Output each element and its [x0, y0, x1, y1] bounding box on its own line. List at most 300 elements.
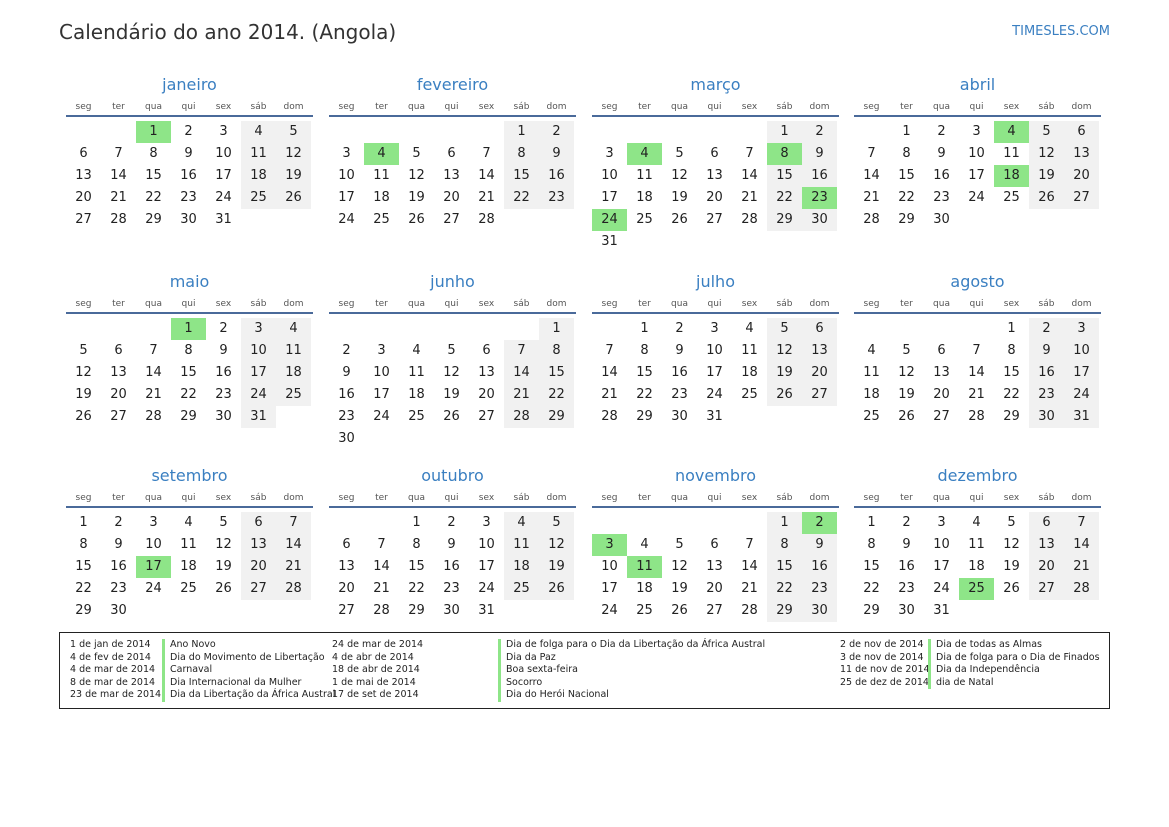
empty-cell — [697, 121, 732, 143]
empty-cell — [399, 318, 434, 340]
day-cell: 29 — [767, 600, 802, 622]
day-cell: 5 — [539, 512, 574, 534]
day-cell: 13 — [1064, 143, 1099, 165]
day-cell: 30 — [443, 603, 460, 618]
day-cell: 14 — [1064, 534, 1099, 556]
day-cell: 15 — [504, 165, 539, 187]
day-cell: 19 — [1003, 559, 1020, 574]
legend-holiday-name: Dia da Paz — [498, 652, 556, 665]
day-cell: 2 — [802, 121, 837, 143]
day-cell: 20 — [478, 387, 495, 402]
day-cell: 21 — [110, 190, 127, 205]
day-cell: 24 — [968, 190, 985, 205]
weekday-label: sex — [215, 299, 232, 309]
day-cell: 21 — [478, 190, 495, 205]
days-grid — [329, 318, 576, 450]
month-abril — [854, 73, 1101, 231]
day-cell: 2 — [675, 321, 684, 336]
weekday-header — [592, 97, 839, 117]
empty-cell — [662, 231, 697, 253]
day-cell: 12 — [767, 340, 802, 362]
page-title: Calendário do ano 2014. (Angola) — [59, 20, 397, 44]
day-cell: 1 — [767, 512, 802, 534]
legend-holiday-name: Dia do Herói Nacional — [498, 689, 609, 702]
legend-row — [70, 677, 335, 690]
day-cell: 8 — [902, 146, 911, 161]
weekday-label: qui — [969, 493, 984, 503]
day-cell: 30 — [338, 431, 355, 446]
legend-row — [70, 652, 335, 665]
holiday-day: 4 — [364, 143, 399, 165]
empty-cell — [504, 600, 539, 622]
weekday-label: qua — [408, 102, 425, 112]
day-cell: 16 — [180, 168, 197, 183]
day-cell: 8 — [1007, 343, 1016, 358]
month-julho — [592, 270, 839, 428]
day-cell: 23 — [338, 409, 355, 424]
day-cell: 4 — [640, 537, 649, 552]
month-março — [592, 73, 839, 253]
day-cell: 11 — [241, 143, 276, 165]
day-cell: 8 — [184, 343, 193, 358]
empty-cell — [924, 318, 959, 340]
day-cell: 22 — [504, 187, 539, 209]
legend-date: 4 de fev de 2014 — [70, 651, 151, 663]
day-cell: 26 — [276, 187, 311, 209]
holiday-day: 2 — [802, 512, 837, 534]
day-cell: 13 — [706, 168, 723, 183]
empty-cell — [434, 121, 469, 143]
weekday-label: dom — [546, 299, 567, 309]
empty-cell — [206, 600, 241, 622]
day-cell: 10 — [1064, 340, 1099, 362]
empty-cell — [434, 428, 469, 450]
day-cell: 12 — [671, 559, 688, 574]
day-cell: 2 — [447, 515, 456, 530]
day-cell: 28 — [741, 603, 758, 618]
day-cell: 29 — [75, 603, 92, 618]
day-cell: 9 — [1029, 340, 1064, 362]
day-cell: 20 — [1064, 165, 1099, 187]
days-grid — [66, 121, 313, 231]
weekday-label: sáb — [776, 493, 793, 503]
day-cell: 29 — [408, 603, 425, 618]
day-cell: 17 — [241, 362, 276, 384]
day-cell: 10 — [478, 537, 495, 552]
day-cell: 25 — [1003, 190, 1020, 205]
day-cell: 4 — [276, 318, 311, 340]
legend-date: 23 de mar de 2014 — [70, 689, 162, 700]
month-fevereiro — [329, 73, 576, 231]
day-cell: 5 — [1007, 515, 1016, 530]
empty-cell — [504, 318, 539, 340]
day-cell: 11 — [180, 537, 197, 552]
empty-cell — [959, 209, 994, 231]
day-cell: 10 — [338, 168, 355, 183]
day-cell: 10 — [601, 559, 618, 574]
day-cell: 9 — [937, 146, 946, 161]
weekday-header — [329, 294, 576, 314]
day-cell: 31 — [706, 409, 723, 424]
weekday-label: dom — [546, 102, 567, 112]
legend-column — [70, 639, 335, 702]
day-cell: 21 — [863, 190, 880, 205]
weekday-label: sex — [478, 493, 495, 503]
day-cell: 6 — [482, 343, 491, 358]
day-cell: 20 — [933, 387, 950, 402]
day-cell: 26 — [1003, 581, 1020, 596]
day-cell: 19 — [539, 556, 574, 578]
day-cell: 29 — [636, 409, 653, 424]
weekday-label: qui — [969, 102, 984, 112]
day-cell: 20 — [110, 387, 127, 402]
day-cell: 27 — [443, 212, 460, 227]
empty-cell — [101, 121, 136, 143]
month-title: novembro — [675, 466, 756, 485]
day-cell: 20 — [443, 190, 460, 205]
day-cell: 10 — [241, 340, 276, 362]
empty-cell — [662, 512, 697, 534]
weekday-label: sex — [215, 102, 232, 112]
day-cell: 2 — [1029, 318, 1064, 340]
empty-cell — [732, 231, 767, 253]
holiday-day: 4 — [627, 143, 662, 165]
empty-cell — [469, 428, 504, 450]
day-cell: 27 — [933, 409, 950, 424]
empty-cell — [592, 512, 627, 534]
day-cell: 17 — [1064, 362, 1099, 384]
month-title: setembro — [151, 466, 228, 485]
empty-cell — [241, 209, 276, 231]
day-cell: 27 — [110, 409, 127, 424]
empty-cell — [592, 121, 627, 143]
legend-row — [840, 664, 1100, 677]
day-cell: 16 — [671, 365, 688, 380]
day-cell: 27 — [478, 409, 495, 424]
day-cell: 4 — [745, 321, 754, 336]
day-cell: 7 — [114, 146, 123, 161]
month-title: março — [690, 75, 741, 94]
legend-holiday-name: Boa sexta-feira — [498, 664, 578, 677]
month-title: abril — [959, 75, 996, 94]
day-cell: 27 — [706, 212, 723, 227]
day-cell: 29 — [863, 603, 880, 618]
day-cell: 31 — [478, 603, 495, 618]
legend-holiday-name: Dia de folga para o Dia de Finados — [928, 652, 1100, 665]
day-cell: 25 — [276, 384, 311, 406]
day-cell: 31 — [933, 603, 950, 618]
day-cell: 1 — [767, 121, 802, 143]
weekday-label: sex — [1003, 493, 1020, 503]
day-cell: 7 — [482, 146, 491, 161]
day-cell: 4 — [867, 343, 876, 358]
empty-cell — [136, 318, 171, 340]
weekday-label: ter — [638, 493, 651, 503]
day-cell: 4 — [184, 515, 193, 530]
day-cell: 5 — [79, 343, 88, 358]
day-cell: 6 — [79, 146, 88, 161]
day-cell: 24 — [933, 581, 950, 596]
weekday-label: sáb — [1038, 299, 1055, 309]
holiday-day: 24 — [592, 209, 627, 231]
empty-cell — [697, 512, 732, 534]
day-cell: 24 — [478, 581, 495, 596]
weekday-header — [592, 488, 839, 508]
day-cell: 28 — [110, 212, 127, 227]
day-cell: 30 — [180, 212, 197, 227]
weekday-label: qua — [145, 299, 162, 309]
day-cell: 9 — [902, 537, 911, 552]
day-cell: 17 — [601, 190, 618, 205]
weekday-header — [66, 97, 313, 117]
empty-cell — [276, 209, 311, 231]
day-cell: 15 — [767, 165, 802, 187]
day-cell: 9 — [447, 537, 456, 552]
legend-row — [332, 664, 765, 677]
day-cell: 24 — [241, 384, 276, 406]
weekday-label: dom — [546, 493, 567, 503]
day-cell: 25 — [373, 212, 390, 227]
days-grid — [329, 512, 576, 622]
day-cell: 30 — [215, 409, 232, 424]
day-cell: 7 — [745, 146, 754, 161]
weekday-label: dom — [283, 299, 304, 309]
month-dezembro — [854, 464, 1101, 622]
day-cell: 2 — [342, 343, 351, 358]
day-cell: 1 — [504, 121, 539, 143]
day-cell: 19 — [898, 387, 915, 402]
day-cell: 13 — [802, 340, 837, 362]
weekday-label: qui — [707, 102, 722, 112]
day-cell: 5 — [276, 121, 311, 143]
weekday-label: qua — [408, 493, 425, 503]
day-cell: 15 — [1003, 365, 1020, 380]
empty-cell — [592, 318, 627, 340]
day-cell: 11 — [373, 168, 390, 183]
day-cell: 10 — [933, 537, 950, 552]
legend-date: 3 de nov de 2014 — [840, 651, 924, 663]
day-cell: 20 — [706, 190, 723, 205]
month-title: janeiro — [162, 75, 217, 94]
day-cell: 2 — [114, 515, 123, 530]
day-cell: 29 — [898, 212, 915, 227]
day-cell: 26 — [898, 409, 915, 424]
day-cell: 6 — [1029, 512, 1064, 534]
days-grid — [854, 121, 1101, 231]
day-cell: 29 — [145, 212, 162, 227]
legend-date: 24 de mar de 2014 — [332, 639, 424, 650]
day-cell: 6 — [447, 146, 456, 161]
day-cell: 24 — [338, 212, 355, 227]
day-cell: 18 — [241, 165, 276, 187]
legend-row — [332, 677, 765, 690]
day-cell: 8 — [412, 537, 421, 552]
day-cell: 9 — [184, 146, 193, 161]
weekday-label: qua — [933, 102, 950, 112]
days-grid — [329, 121, 576, 231]
day-cell: 22 — [539, 384, 574, 406]
day-cell: 31 — [1064, 406, 1099, 428]
day-cell: 14 — [478, 168, 495, 183]
empty-cell — [959, 318, 994, 340]
day-cell: 10 — [373, 365, 390, 380]
day-cell: 22 — [767, 578, 802, 600]
day-cell: 11 — [408, 365, 425, 380]
day-cell: 22 — [145, 190, 162, 205]
months-grid — [66, 73, 1102, 623]
day-cell: 5 — [675, 537, 684, 552]
day-cell: 23 — [1029, 384, 1064, 406]
weekday-label: seg — [863, 299, 880, 309]
day-cell: 30 — [933, 212, 950, 227]
weekday-label: sex — [741, 299, 758, 309]
weekday-label: sáb — [513, 299, 530, 309]
day-cell: 14 — [504, 362, 539, 384]
weekday-label: seg — [338, 493, 355, 503]
empty-cell — [732, 406, 767, 428]
weekday-label: seg — [75, 493, 92, 503]
weekday-label: qua — [933, 493, 950, 503]
day-cell: 23 — [110, 581, 127, 596]
legend-date: 18 de abr de 2014 — [332, 664, 420, 675]
day-cell: 15 — [863, 559, 880, 574]
weekday-label: sáb — [513, 493, 530, 503]
weekday-label: seg — [338, 299, 355, 309]
day-cell: 17 — [373, 387, 390, 402]
day-cell: 12 — [276, 143, 311, 165]
day-cell: 4 — [504, 512, 539, 534]
day-cell: 6 — [342, 537, 351, 552]
day-cell: 15 — [767, 556, 802, 578]
day-cell: 13 — [706, 559, 723, 574]
legend-holiday-name: Dia de folga para o Dia da Libertação da África Austral — [498, 639, 765, 652]
empty-cell — [504, 428, 539, 450]
day-cell: 8 — [767, 534, 802, 556]
day-cell: 16 — [110, 559, 127, 574]
month-title: dezembro — [937, 466, 1018, 485]
day-cell: 11 — [1003, 146, 1020, 161]
day-cell: 21 — [601, 387, 618, 402]
day-cell: 20 — [802, 362, 837, 384]
weekday-label: sáb — [250, 299, 267, 309]
day-cell: 26 — [539, 578, 574, 600]
day-cell: 2 — [937, 124, 946, 139]
day-cell: 21 — [504, 384, 539, 406]
empty-cell — [889, 318, 924, 340]
weekday-label: seg — [863, 493, 880, 503]
empty-cell — [329, 512, 364, 534]
day-cell: 22 — [898, 190, 915, 205]
day-cell: 11 — [968, 537, 985, 552]
empty-cell — [136, 600, 171, 622]
day-cell: 6 — [241, 512, 276, 534]
day-cell: 28 — [478, 212, 495, 227]
day-cell: 25 — [241, 187, 276, 209]
day-cell: 28 — [504, 406, 539, 428]
day-cell: 7 — [377, 537, 386, 552]
day-cell: 8 — [79, 537, 88, 552]
day-cell: 26 — [767, 384, 802, 406]
day-cell: 7 — [867, 146, 876, 161]
day-cell: 24 — [145, 581, 162, 596]
site-link[interactable]: TIMESLES.COM — [1012, 24, 1110, 39]
day-cell: 26 — [75, 409, 92, 424]
day-cell: 5 — [767, 318, 802, 340]
weekday-label: sex — [1003, 102, 1020, 112]
day-cell: 2 — [902, 515, 911, 530]
day-cell: 19 — [671, 581, 688, 596]
day-cell: 18 — [636, 581, 653, 596]
weekday-label: dom — [1071, 102, 1092, 112]
day-cell: 21 — [741, 581, 758, 596]
holiday-day: 18 — [994, 165, 1029, 187]
day-cell: 18 — [968, 559, 985, 574]
days-grid — [854, 512, 1101, 622]
day-cell: 18 — [373, 190, 390, 205]
day-cell: 1 — [640, 321, 649, 336]
day-cell: 19 — [75, 387, 92, 402]
day-cell: 16 — [338, 387, 355, 402]
day-cell: 26 — [408, 212, 425, 227]
legend-column — [840, 639, 1100, 689]
day-cell: 17 — [933, 559, 950, 574]
day-cell: 3 — [342, 146, 351, 161]
weekday-label: sáb — [250, 102, 267, 112]
empty-cell — [854, 121, 889, 143]
day-cell: 15 — [898, 168, 915, 183]
day-cell: 7 — [1064, 512, 1099, 534]
days-grid — [854, 318, 1101, 428]
empty-cell — [539, 209, 574, 231]
weekday-label: ter — [375, 493, 388, 503]
day-cell: 27 — [75, 212, 92, 227]
day-cell: 13 — [443, 168, 460, 183]
day-cell: 9 — [802, 534, 837, 556]
legend-date: 1 de mai de 2014 — [332, 676, 416, 688]
day-cell: 5 — [447, 343, 456, 358]
day-cell: 28 — [276, 578, 311, 600]
day-cell: 27 — [706, 603, 723, 618]
day-cell: 27 — [1029, 578, 1064, 600]
day-cell: 13 — [1029, 534, 1064, 556]
legend-date: 4 de mar de 2014 — [70, 664, 156, 675]
day-cell: 1 — [1007, 321, 1016, 336]
day-cell: 14 — [601, 365, 618, 380]
weekday-label: ter — [900, 102, 913, 112]
holiday-day: 8 — [767, 143, 802, 165]
legend-date: 2 de nov de 2014 — [840, 639, 924, 650]
day-cell: 29 — [539, 406, 574, 428]
day-cell: 25 — [863, 409, 880, 424]
day-cell: 27 — [802, 384, 837, 406]
day-cell: 31 — [215, 212, 232, 227]
day-cell: 14 — [276, 534, 311, 556]
day-cell: 15 — [145, 168, 162, 183]
day-cell: 14 — [968, 365, 985, 380]
holiday-legend — [59, 632, 1110, 709]
legend-row — [840, 652, 1100, 665]
day-cell: 18 — [741, 365, 758, 380]
weekday-label: sáb — [776, 299, 793, 309]
day-cell: 23 — [539, 187, 574, 209]
day-cell: 19 — [767, 362, 802, 384]
legend-row — [70, 639, 335, 652]
weekday-header — [329, 97, 576, 117]
legend-row — [332, 652, 765, 665]
empty-cell — [802, 231, 837, 253]
day-cell: 19 — [671, 190, 688, 205]
day-cell: 5 — [1029, 121, 1064, 143]
